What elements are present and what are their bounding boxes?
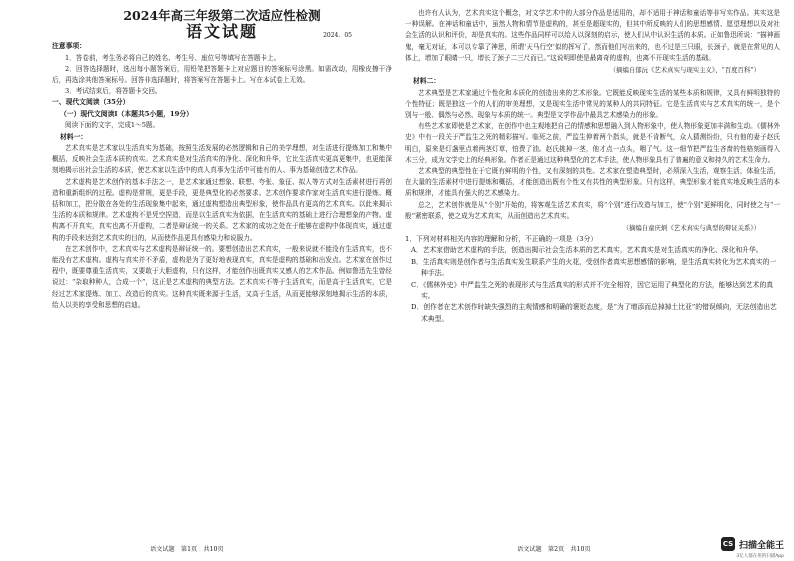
option-d: D．创作者在艺术创作时缺失强烈的主观情感和明确的褒贬态度，是“为了增添而总掉掉土比亚”的错误倾向，无法创造出艺术典型。 [411, 303, 777, 323]
material1-heading: 材料一： [60, 132, 88, 141]
subject-title-text: 语文试题 [185, 22, 258, 41]
material2-paragraph: 艺术典型的典型性在于它既有鲜明的个性，又有深刻的共性。艺术家在塑造典型时，必须深入生活，观察生活，体验生活，在大量的生活素材中进行提炼和概括，才能创造出既有个性又有共性的典型形象。只有这样，典型形象才能真实地反映生活的本质和规律，才能具有强大的艺术感染力。 [405, 166, 780, 198]
notes-heading: 注意事项： [52, 42, 86, 50]
subject-title [52, 23, 392, 41]
material2-paragraph: 有些艺术家即使是艺术家，在创作中也主观地把自己的情感和思想融入到人物形象中，使人物形象更加丰满和生动。《儒林外史》中有一段关于严监生之死的精彩描写。临死之前，严监生伸着两个指头，就是不肯断气，众人猜测纷纷，只有他的妻子赵氏明白，原来是灯盏里点着两茎灯草，怕费了油。赵氏挑掉一茎，他才点一点头，咽了气。这一细节把严监生吝啬的性格刻画得入木三分，成为文学史上的经典形象。作者正是通过这种典型化的艺术手法，使人物形象具有了普遍的意义和持久的艺术生命力。 [405, 122, 780, 164]
option-a: A．艺术家借助艺术虚构的手法，创造出揭示社会生活本质的艺术真实，艺术真实是对生活真实的净化、深化和升华。 [411, 246, 763, 255]
material1-paragraph: 在艺术创作中，艺术真实与艺术虚构是辩证统一的。要想创造出艺术真实，一般来说就不能没有生活真实，也不能没有艺术虚构。虚构与真实并不矛盾，虚构是为了更好地表现真实，真实是虚构的基础和出发点。艺术家在创作过程中，既要尊重生活真实，又要敢于大胆虚构，只有这样，才能创作出既真实又感人的艺术作品。例如鲁迅先生曾经说过：“杂取种种人，合成一个”，这正是艺术虚构的典型方法。艺术真实不等于生活真实，而是高于生活真实，它是经过艺术家提炼、加工、改造后的真实。这种真实既来源于生活，又高于生活，从而更能够深刻地揭示生活的本质，给人以美的享受和思想的启迪。 [52, 244, 392, 309]
left-page-content [52, 8, 392, 311]
subsection-heading: （一）现代文阅读Ⅰ（本题共5小题，19分） [60, 109, 193, 118]
option-c: C．《儒林外史》中严监生之死的表现形式与生活真实的形式并不完全相符，因它运用了典型化的方法，能够达到艺术的真实。 [411, 280, 774, 300]
note-item: 1．答卷前，考生务必将自己的姓名、考生号、座位号等填写在答题卡上。 [65, 53, 281, 62]
camscanner-icon: CS [721, 537, 735, 551]
material2-paragraph: 艺术典型是艺术家通过个性化和本质化的创造出来的艺术形象。它既能反映现实生活的某些本质和规律，又具有鲜明独特的个性特征；既是独这一个的人们的审美理想，又是现实生活中常见的某种人的共同特征。它是生活真实与艺术真实的统一，是个别与一般、偶然与必然、现象与本质的统一。典型是文学作品中最具艺术感染力的形象。 [405, 88, 780, 119]
material1-paragraph: 艺术虚构是艺术创作的基本手法之一，是艺术家通过想象、联想、夸张、象征、拟人等方式对生活素材进行再创造和重新组织的过程。虚构是常规，更是手段，更是典型化的必然要求。艺术创作要求作家对生活真实进行提炼、概括和加工，把分散在各处的生活现象集中起来，通过虚构塑造出典型形象，使作品具有更高的艺术真实。以此来揭示生活的本质和规律。艺术虚构不是凭空捏造，而是以生活真实为依据，在生活真实的基础上进行合理想象的产物。虚构离不开真实，真实也离不开虚构，二者是辩证统一的关系。艺术家的成功之处在于能够在虚构中体现真实，通过虚构的手段来达到艺术真实的目的，从而使作品更具有感染力和说服力。 [52, 177, 392, 242]
scanner-logo [721, 537, 784, 551]
material2-paragraph: 总之，艺术创作就是从“个别”开始的，将客观生活艺术真实，将“个别”进行改造与加工，使“个别”更鲜明化，同时使之与“一般”紧密联系，使之成为艺术真实，从而创造出艺术真实。 [405, 200, 780, 220]
exam-title: 2024年高三年级第二次适应性检测 [123, 8, 321, 23]
exam-date: 2024．05 [323, 32, 352, 39]
material2-source: （摘编自童庆炳《艺术真实与典型的辩证关系》） [622, 223, 760, 232]
right-page [397, 0, 794, 561]
material1-source: （摘编自郁沅《艺术真实与现实主义》、“百度百科”） [609, 66, 760, 75]
right-page-content [405, 8, 780, 325]
reading-instruction: 阅读下面的文字，完成1～5题。 [65, 121, 160, 130]
right-page-footer: 语文试题 第2页 共10页 [517, 546, 591, 553]
material1-paragraph: 艺术真实是艺术家以生活真实为基础，按照生活发展的必然逻辑和自己的美学理想，对生活进行提炼加工和集中概括，反映社会生活本质的真实。艺术真实是对生活真实的净化、深化和升华，它比生活真实更高更集中，也更能深刻地揭示出社会生活的本质，使艺术家以生活中的真人真事为生活中可能有的人、事为基础创造艺术作品。 [52, 144, 392, 175]
note-item: 2．回答选择题时，选出每小题答案后，用铅笔把答题卡上对应题目的答案标号涂黑。如需改动，用橡皮擦干净后，再选涂其他答案标号。回答非选择题时，将答案写在答题卡上。写在本试卷上无效。 [52, 64, 392, 84]
scanner-logo-name: 扫描全能王 [738, 540, 784, 551]
material2-heading: 材料二： [413, 77, 441, 86]
section-heading: 一、现代文阅读（35分） [52, 98, 130, 107]
note-item: 3．考试结束后，将答题卡交回。 [65, 87, 162, 96]
option-b: B．生活真实则是创作者与生活真实发生联系产生的火花，受创作者真实思想感情的影响，是生活真实转化为艺术真实的一种手法。 [411, 257, 777, 278]
scanner-logo-tagline: 3亿人都在用的扫描App [736, 554, 784, 559]
question-1: 1．下列对材料相关内容的理解和分析，不正确的一项是（3分） [405, 234, 598, 243]
continued-paragraph: 也许有人认为，艺术真实这个概念，对文学艺术中的大部分作品是适用的，却不适用于神话和童话等非写实作品。其实这是一种误解。在神话和童话中，虽然人物和情节是虚构的，甚至是超现实的，但其中所反映的人们的思想感情、愿望理想以及对社会生活的认识和评价，却是真实的。这些作品同样可以给人以深刻的启示，使人们从中认识生活的本质。正如鲁迅所说：“描神画鬼，毫无对证，本可以专靠了神思，所谓‘天马行空’似的挥写了，然而他们写出来的，也不过是三只眼，长颈子，就是在常见的人体上，增加了眼睛一只，增长了颈子二三尺而已。”这说明即使是最离奇的虚构，也离不开现实生活的基础。 [405, 9, 780, 62]
left-page-footer: 语文试题 第1页 共10页 [150, 546, 224, 553]
